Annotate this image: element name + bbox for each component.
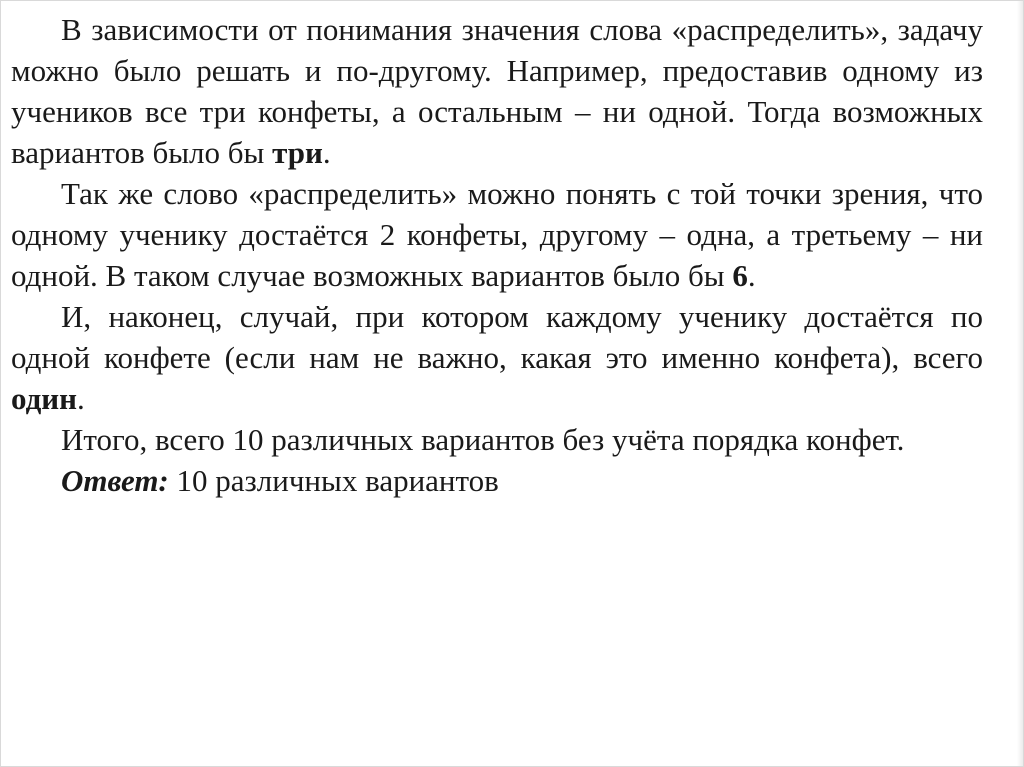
slide-edge-shadow [1017,1,1023,766]
paragraph-text: В зависимости от понимания значения слова «распределить», задачу можно было решать и по-другому. Например, предоставив одному из учеников все три конфеты, а остальным – ни одной. Тогда возможных вариантов было бы [11,12,983,170]
bold-count-three: три [272,135,323,170]
answer-label: Ответ: [61,463,169,498]
bold-count-six: 6 [732,258,748,293]
paragraph-one-each-case [11,296,983,419]
paragraph-alternative-interpretation [11,9,983,173]
paragraph-text: И, наконец, случай, при котором каждому ученику достаётся по одной конфете (если нам не важно, какая это именно конфета), всего [11,299,983,375]
bold-count-one: один [11,381,78,416]
paragraph-total [11,419,983,460]
slide-body-text [11,9,983,501]
paragraph-text: Так же слово «распределить» можно понять с той точки зрения, что одному ученику достаётся 2 конфеты, другому – одна, а третьему – ни одной. В таком случае возможных вариантов было бы [11,176,983,293]
paragraph-end-punctuation: . [322,135,331,170]
paragraph-two-one-zero-case [11,173,983,296]
answer-text: 10 различных вариантов [168,463,499,498]
answer-line [11,460,983,501]
paragraph-end-punctuation: . [77,381,85,416]
paragraph-end-punctuation: . [747,258,756,293]
paragraph-text: Итого, всего 10 различных вариантов без учёта порядка конфет. [61,422,905,457]
